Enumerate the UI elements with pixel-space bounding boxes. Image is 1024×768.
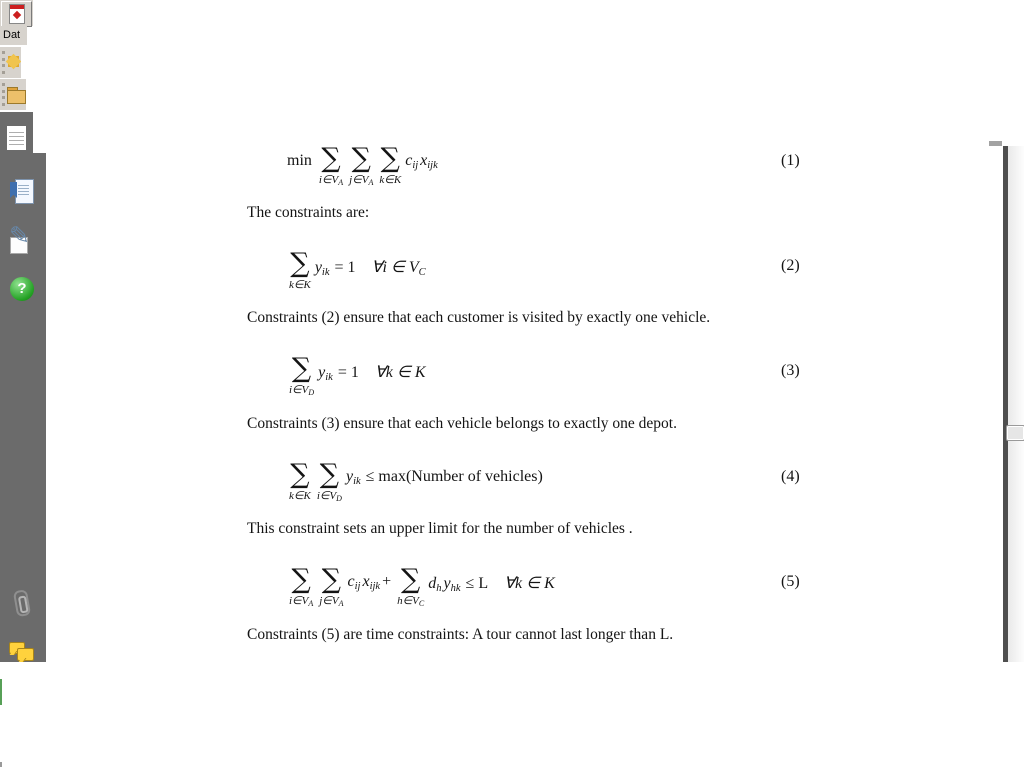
relation: ≤ L: [465, 575, 489, 592]
quantifier-text: ∀k ∈ K: [504, 575, 555, 592]
limit-subscript: A: [308, 599, 314, 608]
summation-limit: [289, 279, 311, 292]
limit-text: k∈K: [289, 490, 311, 502]
help-icon[interactable]: ?: [10, 277, 34, 301]
variable: c: [405, 152, 413, 169]
sigma-glyph: ∑: [321, 564, 342, 595]
limit-text: h∈V: [397, 595, 419, 607]
vertical-scrollbar-track[interactable]: [1008, 146, 1024, 662]
quantifier-text: ∀i ∈ V: [371, 259, 419, 276]
summation-limit: [289, 384, 314, 397]
equation-number: (4): [781, 468, 800, 485]
sigma-glyph: ∑: [380, 143, 400, 174]
variable: y: [443, 575, 451, 592]
equation-4: [287, 459, 800, 508]
limit-text: j∈V: [349, 174, 369, 186]
equation-1: [287, 143, 800, 192]
caption-constraint-4: This constraint sets an upper limit for the number of vehicles .: [247, 520, 633, 537]
summation-limit: [397, 595, 424, 608]
subscript: ik: [321, 267, 330, 278]
quantifier-text: ∀k ∈ K: [374, 364, 426, 381]
summation-limit: [349, 174, 373, 187]
quantifier: [504, 575, 555, 592]
equation-body: [287, 144, 438, 187]
subscript: ijk: [369, 581, 381, 592]
limit-text: i∈V: [316, 490, 337, 502]
summation-symbol: [349, 144, 373, 187]
limit-subscript: D: [308, 388, 315, 397]
limit-text: k∈K: [289, 279, 311, 291]
summation-symbol: [317, 460, 342, 503]
equation-number: (1): [781, 152, 800, 169]
summation-limit: [379, 174, 401, 187]
sigma-glyph: ∑: [290, 248, 310, 279]
expression: [428, 573, 555, 594]
vertical-scrollbar-thumb[interactable]: [1006, 425, 1024, 441]
caption-constraint-5: Constraints (5) are time constraints: A tour cannot last longer than L.: [247, 626, 674, 643]
limit-subscript: C: [418, 599, 425, 608]
summation-symbol: [289, 249, 311, 292]
subscript: ij: [412, 160, 419, 171]
limit-text: k∈K: [379, 174, 402, 186]
expression: [346, 468, 543, 487]
sigma-glyph: ∑: [321, 143, 341, 174]
summation-limit: [289, 490, 311, 503]
limit-text: i∈V: [318, 174, 339, 186]
pen-glyph-icon: ✎: [9, 221, 30, 250]
variable: c: [347, 573, 355, 590]
sigma-glyph: ∑: [290, 459, 310, 490]
variable: x: [362, 573, 370, 590]
summation-symbol: [289, 354, 314, 397]
quantifier: [372, 259, 426, 276]
equation-body: [287, 460, 543, 503]
relation: ≤ max(Number of vehicles): [365, 468, 543, 485]
page-edge-nub: [989, 141, 1002, 146]
summation-symbol: [319, 565, 343, 608]
file-menu[interactable]: Dat: [0, 26, 27, 45]
limit-text: i∈V: [289, 384, 309, 396]
variable: y: [318, 364, 326, 381]
summation-symbol: [289, 565, 313, 608]
min-operator: min: [287, 152, 312, 169]
subscript: ij: [354, 581, 361, 592]
quantifier-subscript: C: [418, 267, 426, 278]
equation-5: [287, 564, 800, 613]
equation-body: [287, 249, 426, 292]
limit-subscript: A: [368, 178, 374, 187]
variable: y: [345, 468, 354, 485]
subscript: ik: [353, 476, 361, 487]
summation-limit: [317, 490, 342, 503]
expression: [348, 573, 381, 592]
summation-symbol: [319, 144, 343, 187]
subscript: h: [436, 583, 442, 594]
relation: = 1: [337, 364, 359, 381]
limit-subscript: A: [338, 178, 344, 187]
expression: [405, 152, 438, 171]
equation-number: (5): [781, 573, 800, 590]
plus-operator: +: [382, 573, 392, 590]
equation-body: [287, 354, 426, 397]
equation-number: (3): [781, 362, 800, 379]
sigma-glyph: ∑: [401, 564, 421, 595]
equation-body: [287, 565, 555, 608]
expression: [318, 362, 425, 383]
variable: d: [428, 575, 437, 592]
quantifier: [375, 364, 426, 381]
summation-symbol: [397, 565, 424, 608]
limit-text: i∈V: [289, 595, 309, 607]
summation-symbol: [379, 144, 401, 187]
variable: x: [420, 152, 428, 169]
equation-3: [287, 353, 800, 402]
caption-constraint-2: Constraints (2) ensure that each customer is visited by exactly one vehicle.: [247, 309, 711, 326]
screen-artifact-gray: [0, 762, 2, 767]
subscript: hk: [450, 583, 461, 594]
limit-text: j∈V: [319, 595, 339, 607]
limit-subscript: D: [336, 494, 342, 503]
subscript: ik: [325, 372, 333, 383]
expression: [315, 257, 426, 278]
sigma-glyph: ∑: [291, 564, 311, 595]
subscript: ijk: [427, 160, 438, 171]
limit-subscript: A: [338, 599, 344, 608]
sigma-glyph: ∑: [291, 353, 312, 384]
screen-artifact-green: [0, 679, 2, 705]
summation-symbol: [289, 460, 311, 503]
variable: y: [314, 259, 322, 276]
summation-limit: [319, 595, 343, 608]
paragraph-intro: The constraints are:: [247, 204, 370, 221]
relation: = 1: [334, 259, 356, 276]
sigma-glyph: ∑: [351, 143, 371, 174]
equation-2: [287, 248, 800, 297]
caption-constraint-3: Constraints (3) ensure that each vehicle belongs to exactly one depot.: [247, 415, 677, 432]
summation-limit: [319, 174, 343, 187]
summation-limit: [289, 595, 313, 608]
equation-number: (2): [781, 257, 800, 274]
sigma-glyph: ∑: [319, 459, 340, 490]
